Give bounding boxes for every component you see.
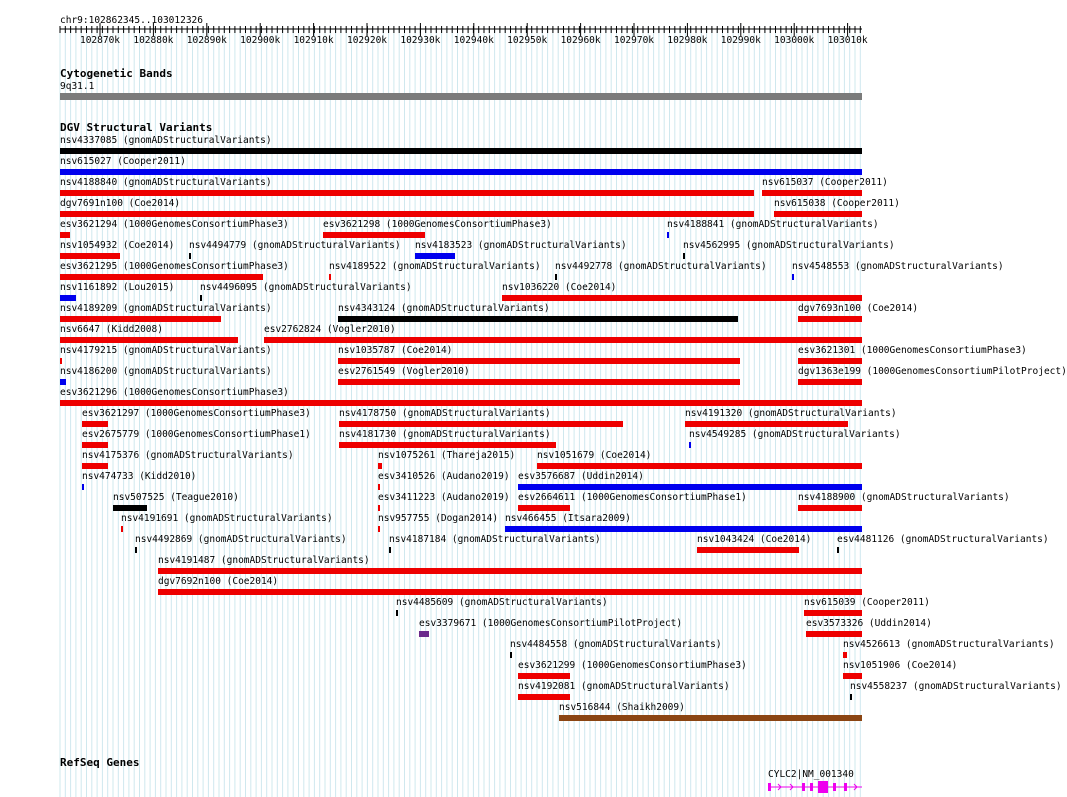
ruler-tick-label: 102910k	[293, 35, 334, 46]
feature-bar[interactable]	[685, 421, 848, 427]
feature-label[interactable]: nsv474733 (Kidd2010)	[82, 471, 197, 482]
feature-bar[interactable]	[518, 484, 862, 490]
feature-bar[interactable]	[510, 652, 512, 658]
feature-label[interactable]: nsv466455 (Itsara2009)	[505, 513, 631, 524]
gene-exon	[844, 783, 847, 791]
feature-label[interactable]: esv3621299 (1000GenomesConsortiumPhase3)	[518, 660, 747, 671]
feature-label[interactable]: nsv4558237 (gnomADStructuralVariants)	[850, 681, 1062, 692]
feature-bar[interactable]	[60, 190, 754, 196]
feature-label[interactable]: nsv4179215 (gnomADStructuralVariants)	[60, 345, 272, 356]
ruler-tick-label: 102950k	[507, 35, 548, 46]
ruler-tick-label: 102920k	[346, 35, 388, 46]
feature-bar[interactable]	[60, 169, 862, 175]
feature-bar[interactable]	[559, 715, 862, 721]
feature-bar[interactable]	[378, 526, 380, 532]
track-title-refseq[interactable]: RefSeq Genes	[60, 756, 140, 769]
feature-label[interactable]: nsv4494779 (gnomADStructuralVariants)	[189, 240, 401, 251]
gene-exon	[833, 783, 836, 791]
gene-exon	[810, 783, 813, 791]
feature-bar[interactable]	[323, 232, 425, 238]
feature-label[interactable]: esv2664611 (1000GenomesConsortiumPhase1)	[518, 492, 747, 503]
feature-label[interactable]: nsv4191487 (gnomADStructuralVariants)	[158, 555, 370, 566]
feature-label[interactable]: esv3573326 (Uddin2014)	[806, 618, 932, 629]
feature-bar[interactable]	[806, 631, 862, 637]
feature-label[interactable]: nsv4188900 (gnomADStructuralVariants)	[798, 492, 1010, 503]
feature-bar[interactable]	[798, 316, 862, 322]
region-label: chr9:102862345..103012326	[60, 15, 203, 26]
track-title-cytoband[interactable]: Cytogenetic Bands	[60, 67, 173, 80]
feature-bar[interactable]	[762, 190, 862, 196]
feature-bar[interactable]	[389, 547, 391, 553]
feature-label[interactable]: nsv1054932 (Coe2014)	[60, 240, 175, 251]
feature-bar[interactable]	[804, 610, 862, 616]
ruler-tick-label: 103010k	[827, 35, 868, 46]
feature-bar[interactable]	[850, 694, 852, 700]
feature-label[interactable]: esv3621298 (1000GenomesConsortiumPhase3)	[323, 219, 552, 230]
feature-label[interactable]: dgv7693n100 (Coe2014)	[798, 303, 919, 314]
feature-bar[interactable]	[683, 253, 685, 259]
feature-bar[interactable]	[843, 652, 847, 658]
feature-bar[interactable]	[798, 505, 862, 511]
feature-bar[interactable]	[338, 379, 740, 385]
cytoband-bar[interactable]	[60, 93, 862, 100]
feature-label[interactable]: nsv1051906 (Coe2014)	[843, 660, 958, 671]
feature-label[interactable]: esv3621297 (1000GenomesConsortiumPhase3)	[82, 408, 311, 419]
feature-bar[interactable]	[339, 421, 623, 427]
feature-bar[interactable]	[264, 337, 862, 343]
feature-label[interactable]: nsv4191320 (gnomADStructuralVariants)	[685, 408, 897, 419]
feature-label[interactable]: nsv615037 (Cooper2011)	[762, 177, 888, 188]
feature-bar[interactable]	[378, 505, 380, 511]
ruler-tick-label: 103000k	[774, 35, 815, 46]
feature-bar[interactable]	[60, 316, 221, 322]
feature-label[interactable]: nsv4526613 (gnomADStructuralVariants)	[843, 639, 1055, 650]
feature-bar[interactable]	[843, 673, 862, 679]
feature-label[interactable]: nsv6647 (Kidd2008)	[60, 324, 163, 335]
feature-label[interactable]: nsv4496095 (gnomADStructuralVariants)	[200, 282, 412, 293]
feature-label[interactable]: nsv4191691 (gnomADStructuralVariants)	[121, 513, 333, 524]
gene-label[interactable]: CYLC2|NM_001340	[768, 769, 854, 780]
feature-bar[interactable]	[121, 526, 123, 532]
ruler-tick-label: 102870k	[79, 35, 121, 46]
feature-bar[interactable]	[60, 274, 263, 280]
feature-bar[interactable]	[378, 484, 380, 490]
feature-bar[interactable]	[338, 358, 740, 364]
ruler-tick-label: 102960k	[560, 35, 601, 46]
feature-bar[interactable]	[60, 232, 70, 238]
feature-bar[interactable]	[60, 337, 238, 343]
feature-bar[interactable]	[774, 211, 862, 217]
feature-label[interactable]: esv3379671 (1000GenomesConsortiumPilotProject)	[419, 618, 683, 629]
feature-label[interactable]: nsv615039 (Cooper2011)	[804, 597, 930, 608]
gene-exon	[802, 783, 805, 791]
feature-bar[interactable]	[60, 211, 754, 217]
feature-label[interactable]: nsv4187184 (gnomADStructuralVariants)	[389, 534, 601, 545]
ruler-tick-label: 102900k	[240, 35, 281, 46]
ruler-tick-label: 102970k	[613, 35, 655, 46]
feature-label[interactable]: esv3621296 (1000GenomesConsortiumPhase3)	[60, 387, 289, 398]
feature-label[interactable]: nsv507525 (Teague2010)	[113, 492, 239, 503]
feature-label[interactable]: nsv1035787 (Coe2014)	[338, 345, 453, 356]
feature-label[interactable]: nsv4189522 (gnomADStructuralVariants)	[329, 261, 541, 272]
feature-label[interactable]: nsv4183523 (gnomADStructuralVariants)	[415, 240, 627, 251]
feature-label[interactable]: nsv4337085 (gnomADStructuralVariants)	[60, 135, 272, 146]
feature-label[interactable]: nsv4175376 (gnomADStructuralVariants)	[82, 450, 294, 461]
feature-bar[interactable]	[189, 253, 191, 259]
ruler-tick-label: 102890k	[186, 35, 227, 46]
feature-label[interactable]: nsv4192081 (gnomADStructuralVariants)	[518, 681, 730, 692]
gene-model[interactable]	[766, 780, 866, 794]
feature-bar[interactable]	[60, 148, 862, 154]
ruler-tick-label: 102880k	[133, 35, 174, 46]
feature-label[interactable]: esv3410526 (Audano2019)	[378, 471, 510, 482]
feature-bar[interactable]	[518, 673, 570, 679]
feature-bar[interactable]	[158, 589, 862, 595]
feature-label[interactable]: esv4481126 (gnomADStructuralVariants)	[837, 534, 1049, 545]
feature-label[interactable]: esv2762824 (Vogler2010)	[264, 324, 396, 335]
feature-bar[interactable]	[113, 505, 147, 511]
ruler-tick-label: 102940k	[453, 35, 494, 46]
feature-bar[interactable]	[798, 358, 862, 364]
cytoband-label: 9q31.1	[60, 81, 95, 92]
feature-label[interactable]: nsv4485609 (gnomADStructuralVariants)	[396, 597, 608, 608]
feature-bar[interactable]	[82, 421, 108, 427]
feature-label[interactable]: esv3621294 (1000GenomesConsortiumPhase3)	[60, 219, 289, 230]
feature-bar[interactable]	[60, 253, 120, 259]
feature-bar[interactable]	[667, 232, 669, 238]
feature-bar[interactable]	[537, 463, 862, 469]
feature-bar[interactable]	[697, 547, 799, 553]
feature-label[interactable]: nsv4186200 (gnomADStructuralVariants)	[60, 366, 272, 377]
feature-label[interactable]: nsv516844 (Shaikh2009)	[559, 702, 685, 713]
feature-bar[interactable]	[555, 274, 557, 280]
feature-label[interactable]: nsv4562995 (gnomADStructuralVariants)	[683, 240, 895, 251]
feature-label[interactable]: nsv4189209 (gnomADStructuralVariants)	[60, 303, 272, 314]
feature-bar[interactable]	[339, 442, 556, 448]
feature-bar[interactable]	[502, 295, 862, 301]
feature-label[interactable]: esv2761549 (Vogler2010)	[338, 366, 470, 377]
feature-bar[interactable]	[60, 295, 76, 301]
feature-label[interactable]: esv3576687 (Uddin2014)	[518, 471, 644, 482]
gene-exon	[818, 781, 828, 793]
feature-label[interactable]: nsv4492869 (gnomADStructuralVariants)	[135, 534, 347, 545]
ruler-tick-label: 102980k	[667, 35, 708, 46]
ruler-tick-label: 102990k	[720, 35, 761, 46]
feature-bar[interactable]	[396, 610, 398, 616]
feature-bar[interactable]	[518, 694, 570, 700]
feature-bar[interactable]	[518, 505, 570, 511]
feature-bar[interactable]	[329, 274, 331, 280]
feature-label[interactable]: nsv4548553 (gnomADStructuralVariants)	[792, 261, 1004, 272]
feature-label[interactable]: nsv957755 (Dogan2014)	[378, 513, 499, 524]
feature-label[interactable]: nsv4343124 (gnomADStructuralVariants)	[338, 303, 550, 314]
feature-label[interactable]: nsv1043424 (Coe2014)	[697, 534, 812, 545]
feature-label[interactable]: nsv615038 (Cooper2011)	[774, 198, 900, 209]
feature-label[interactable]: nsv1051679 (Coe2014)	[537, 450, 652, 461]
feature-bar[interactable]	[378, 463, 382, 469]
feature-label[interactable]: dgv7691n100 (Coe2014)	[60, 198, 181, 209]
feature-bar[interactable]	[415, 253, 455, 259]
feature-bar[interactable]	[60, 379, 66, 385]
gene-exon	[768, 783, 771, 791]
feature-label[interactable]: nsv1075261 (Thareja2015)	[378, 450, 516, 461]
feature-bar[interactable]	[792, 274, 794, 280]
feature-bar[interactable]	[82, 442, 108, 448]
track-title-dgv[interactable]: DGV Structural Variants	[60, 121, 213, 134]
feature-bar[interactable]	[82, 463, 108, 469]
feature-bar[interactable]	[419, 631, 429, 637]
feature-bar[interactable]	[689, 442, 691, 448]
feature-bar[interactable]	[60, 400, 862, 406]
feature-label[interactable]: nsv615027 (Cooper2011)	[60, 156, 186, 167]
feature-bar[interactable]	[798, 379, 862, 385]
ruler-tick-label: 102930k	[400, 35, 441, 46]
feature-label[interactable]: nsv4178750 (gnomADStructuralVariants)	[339, 408, 551, 419]
feature-label[interactable]: esv2675779 (1000GenomesConsortiumPhase1)	[82, 429, 311, 440]
feature-label[interactable]: nsv4181730 (gnomADStructuralVariants)	[339, 429, 551, 440]
feature-label[interactable]: esv3621295 (1000GenomesConsortiumPhase3)	[60, 261, 289, 272]
feature-label[interactable]: nsv4188840 (gnomADStructuralVariants)	[60, 177, 272, 188]
feature-label[interactable]: dgv1363e199 (1000GenomesConsortiumPilotProject)	[798, 366, 1067, 377]
feature-label[interactable]: esv3621301 (1000GenomesConsortiumPhase3)	[798, 345, 1027, 356]
feature-label[interactable]: nsv1161892 (Lou2015)	[60, 282, 175, 293]
feature-label[interactable]: nsv4484558 (gnomADStructuralVariants)	[510, 639, 722, 650]
feature-bar[interactable]	[505, 526, 862, 532]
feature-label[interactable]: nsv4188841 (gnomADStructuralVariants)	[667, 219, 879, 230]
feature-bar[interactable]	[338, 316, 738, 322]
feature-label[interactable]: nsv1036220 (Coe2014)	[502, 282, 617, 293]
feature-bar[interactable]	[135, 547, 137, 553]
feature-bar[interactable]	[60, 358, 62, 364]
feature-bar[interactable]	[837, 547, 839, 553]
feature-bar[interactable]	[82, 484, 84, 490]
feature-bar[interactable]	[158, 568, 862, 574]
feature-bar[interactable]	[200, 295, 202, 301]
feature-label[interactable]: nsv4492778 (gnomADStructuralVariants)	[555, 261, 767, 272]
feature-label[interactable]: dgv7692n100 (Coe2014)	[158, 576, 279, 587]
feature-label[interactable]: esv3411223 (Audano2019)	[378, 492, 510, 503]
feature-label[interactable]: nsv4549285 (gnomADStructuralVariants)	[689, 429, 901, 440]
